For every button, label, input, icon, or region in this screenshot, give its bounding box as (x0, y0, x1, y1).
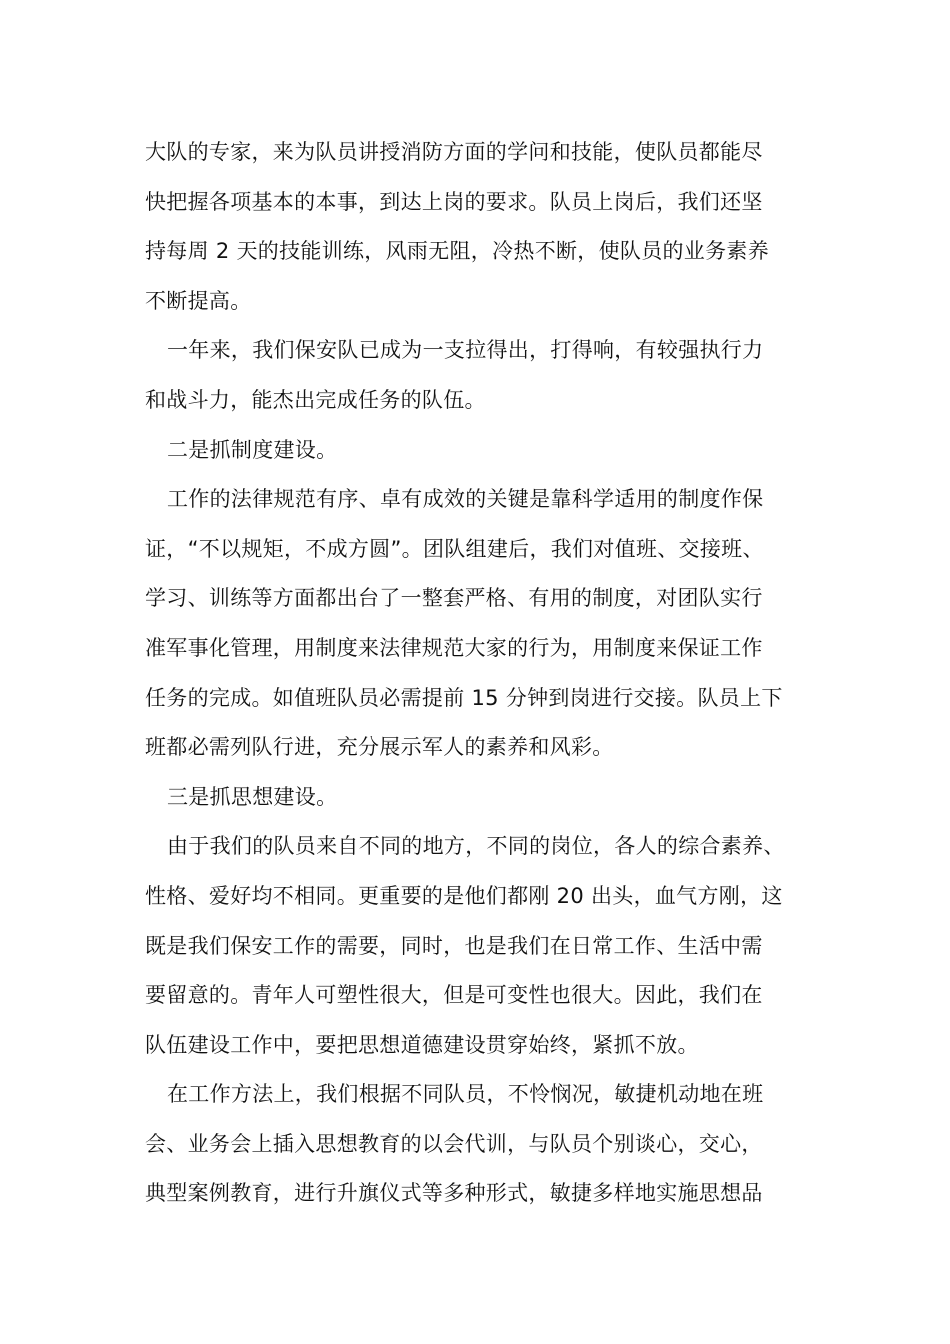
text-line: 大队的专家，来为队员讲授消防方面的学问和技能，使队员都能尽 (145, 140, 763, 164)
text-line: 会、业务会上插入思想教育的以会代训，与队员个别谈心，交心， (145, 1131, 763, 1156)
text-line: 班都必需列队行进，充分展示军人的素养和风彩。 (145, 735, 614, 760)
text-line: 快把握各项基本的本事，到达上岗的要求。队员上岗后，我们还坚 (145, 189, 763, 214)
text-line: 典型案例教育，进行升旗仪式等多种形式，敏捷多样地实施思想品 (145, 1181, 763, 1206)
text-line: 持每周 2 天的技能训练，风雨无阻，冷热不断，使队员的业务素养 (145, 239, 770, 264)
text-line: 证，“不以规矩，不成方圆”。团队组建后，我们对值班、交接班、 (145, 536, 764, 561)
paragraph-start-line: 一年来，我们保安队已成为一支拉得出，打得响，有较强执行力 (167, 338, 764, 363)
paragraph-start-line: 工作的法律规范有序、卓有成效的关键是靠科学适用的制度作保 (167, 487, 764, 512)
body-text (145, 128, 835, 1219)
text-line: 和战斗力，能杰出完成任务的队伍。 (145, 387, 486, 412)
paragraph-start-line: 由于我们的队员来自不同的地方，不同的岗位，各人的综合素养、 (167, 834, 785, 859)
paragraph-start-line: 在工作方法上，我们根据不同队员，不怜悯况，敏捷机动地在班 (167, 1082, 764, 1107)
section-heading: 三是抓思想建设。 (167, 784, 338, 809)
section-heading: 二是抓制度建设。 (167, 437, 338, 462)
text-line: 任务的完成。如值班队员必需提前 15 分钟到岗进行交接。队员上下 (145, 685, 783, 710)
text-line: 性格、爱好均不相同。更重要的是他们都刚 20 出头，血气方刚，这 (145, 883, 783, 908)
text-line: 队伍建设工作中，要把思想道德建设贯穿始终，紧抓不放。 (145, 1032, 699, 1057)
text-line: 学习、训练等方面都出台了一整套严格、有用的制度，对团队实行 (145, 586, 763, 611)
text-line: 要留意的。青年人可塑性很大，但是可变性也很大。因此，我们在 (145, 983, 763, 1008)
text-line: 不断提高。 (145, 288, 252, 313)
text-line: 准军事化管理，用制度来法律规范大家的行为，用制度来保证工作 (145, 635, 763, 660)
text-line: 既是我们保安工作的需要，同时，也是我们在日常工作、生活中需 (145, 933, 763, 958)
